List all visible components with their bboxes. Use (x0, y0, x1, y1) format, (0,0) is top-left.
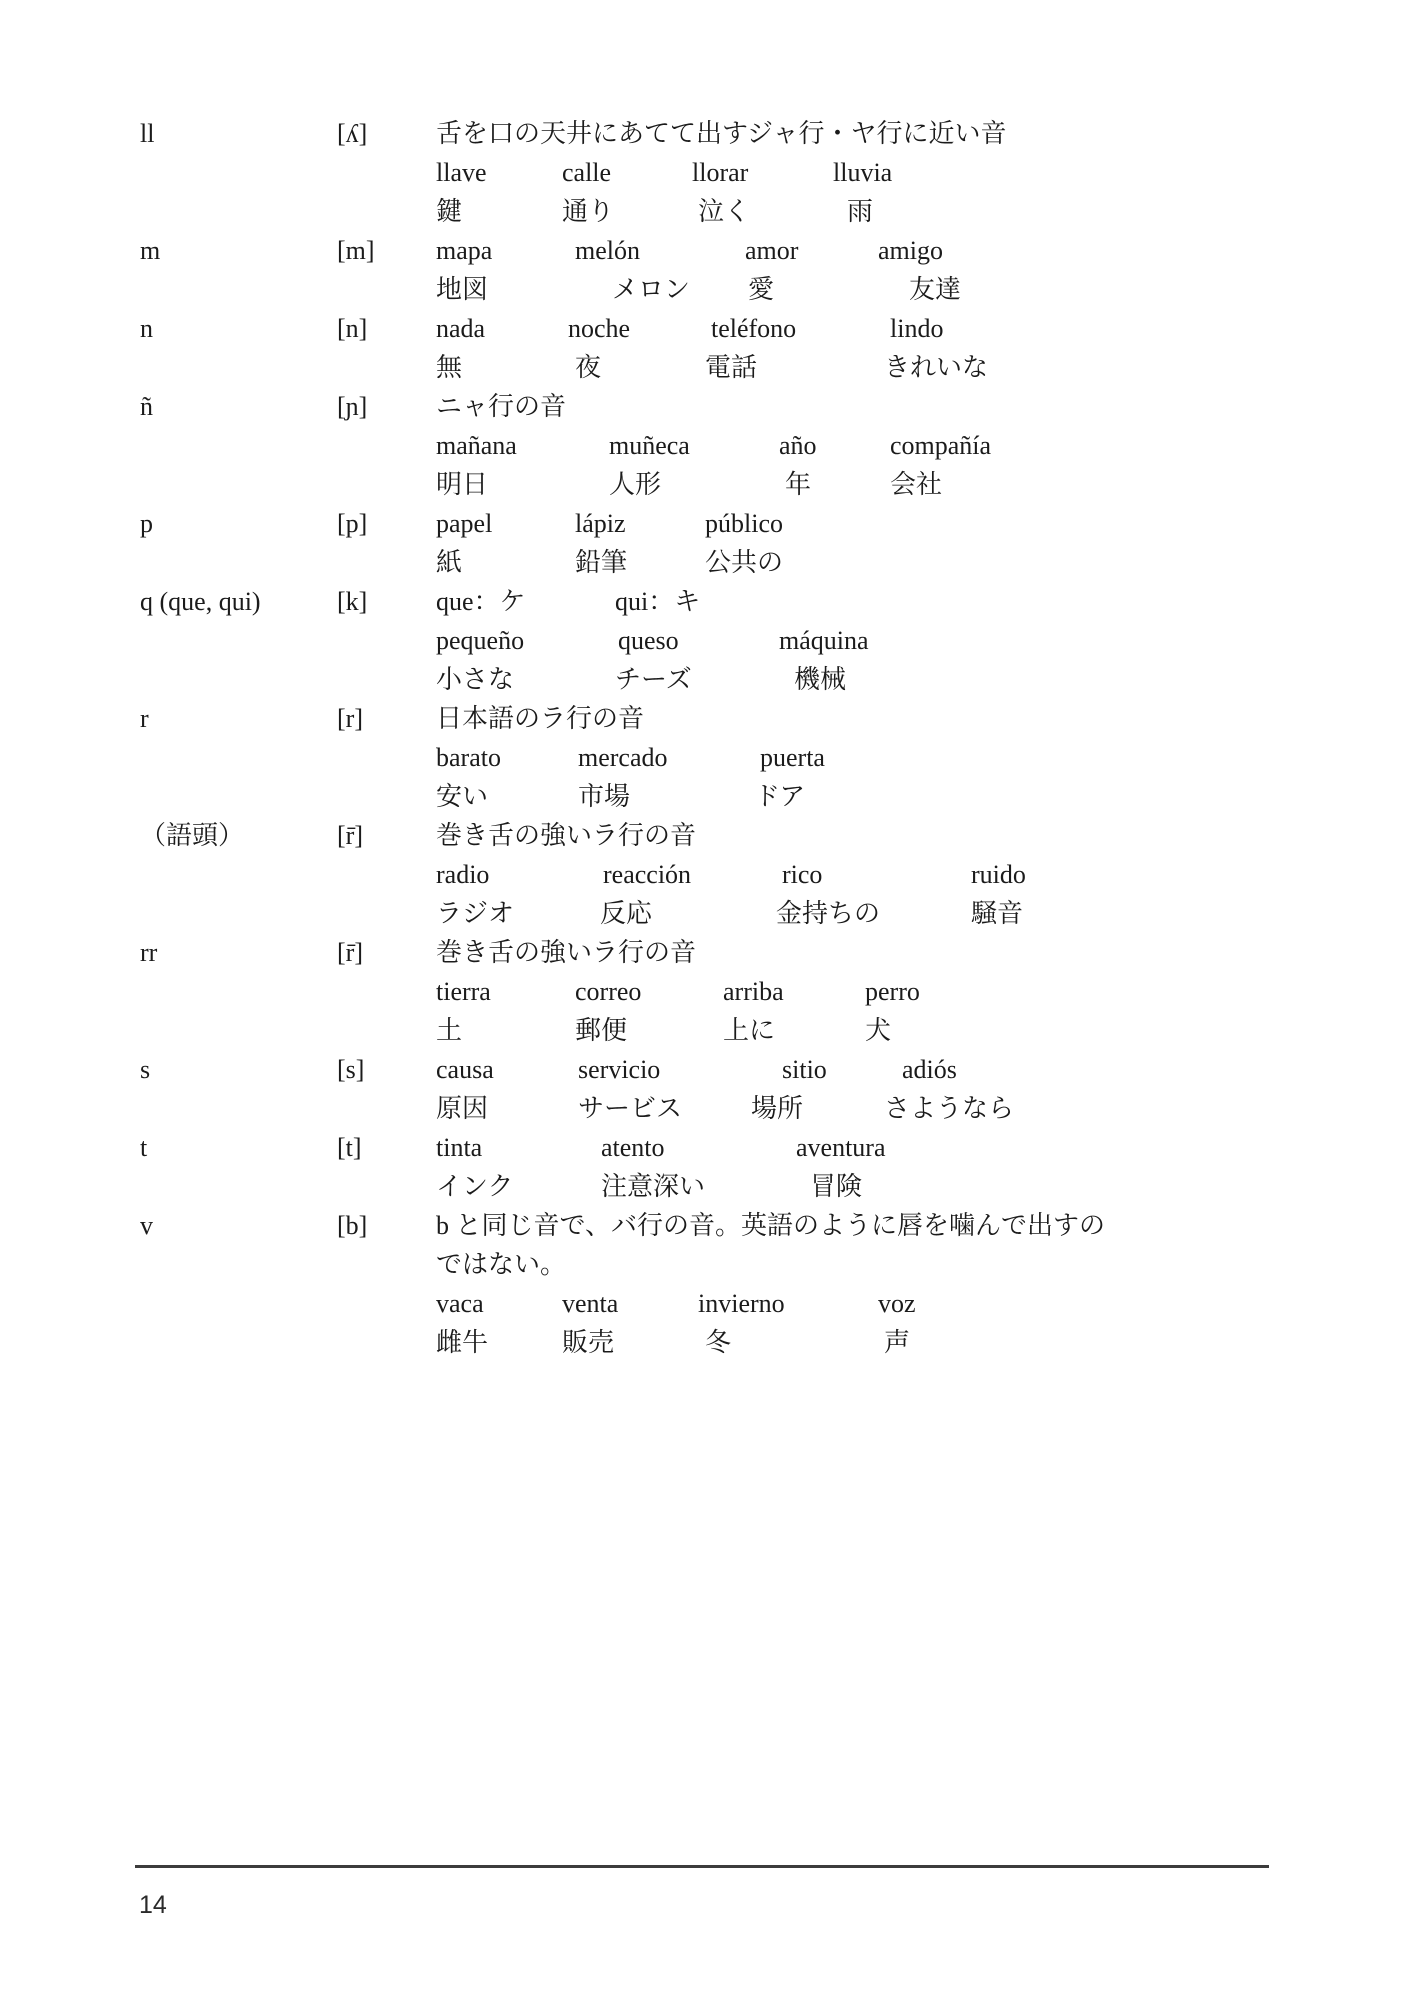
example-word: radio (436, 860, 490, 889)
example-meanings-line (436, 192, 1290, 231)
entry (140, 114, 1290, 231)
example-word: lluvia (833, 158, 893, 187)
example-word: lindo (890, 314, 944, 343)
meaning-word: 郵便 (575, 1016, 628, 1045)
meaning-word: 上に (723, 1016, 776, 1045)
example-words-line (436, 231, 1290, 270)
meaning-word: 会社 (890, 470, 943, 499)
entry-letter: ll (140, 119, 155, 148)
meaning-word: ラジオ (436, 899, 515, 928)
example-word: venta (562, 1289, 619, 1318)
meaning-word: 雌牛 (436, 1328, 489, 1357)
entry-ipa-symbol: [r] (337, 704, 363, 733)
example-word: servicio (578, 1055, 661, 1084)
example-word: correo (575, 977, 642, 1006)
example-word: queso (618, 626, 679, 655)
description-line (436, 933, 1290, 972)
entry-content (436, 1206, 1290, 1362)
example-word: perro (865, 977, 920, 1006)
meaning-word: 年 (785, 470, 812, 499)
entry-ipa-symbol: [k] (337, 587, 368, 616)
meaning-word: 電話 (705, 353, 758, 382)
example-word: tinta (436, 1133, 483, 1162)
meaning-word: 反応 (600, 899, 653, 928)
meaning-word: 地図 (436, 275, 489, 304)
entry-letter: q (que, qui) (140, 587, 261, 616)
example-word: melón (575, 236, 640, 265)
example-words-line (436, 621, 1290, 660)
meaning-word: 原因 (436, 1094, 489, 1123)
example-word: amor (745, 236, 799, 265)
description-text: ではない。 (436, 1250, 567, 1279)
meaning-word: 人形 (609, 470, 662, 499)
example-word: muñeca (609, 431, 690, 460)
entry-content (436, 582, 1290, 699)
meaning-word: 通り (562, 197, 615, 226)
entry-ipa-symbol: [s] (337, 1055, 365, 1084)
entry-letter: ñ (140, 392, 153, 421)
meaning-word: インク (436, 1172, 514, 1201)
meaning-word: 明日 (436, 470, 489, 499)
entry (140, 231, 1290, 309)
example-word: sitio (782, 1055, 827, 1084)
example-meanings-line (436, 1167, 1290, 1206)
example-meanings-line (436, 777, 1290, 816)
example-meanings-line (436, 1089, 1290, 1128)
example-word: puerta (760, 743, 825, 772)
entry-content (436, 387, 1290, 504)
meaning-word: 鍵 (436, 197, 463, 226)
example-words-line (436, 1050, 1290, 1089)
entry (140, 816, 1290, 933)
example-line (436, 582, 1290, 621)
description-line (436, 1245, 1290, 1284)
entry (140, 699, 1290, 816)
entry-letter: rr (140, 938, 158, 967)
meaning-word: 販売 (562, 1328, 615, 1357)
example-words-line (436, 855, 1290, 894)
example-meanings-line (436, 270, 1290, 309)
meaning-word: 愛 (748, 275, 775, 304)
meaning-word: 冒険 (810, 1172, 863, 1201)
entry (140, 1050, 1290, 1128)
entry-ipa-symbol: [p] (337, 509, 368, 538)
meaning-word: 安い (436, 782, 489, 811)
example-meanings-line (436, 465, 1290, 504)
example-meanings-line (436, 1011, 1290, 1050)
meaning-word: メロン (612, 275, 691, 304)
example-word: qui：キ (615, 587, 701, 616)
footer-rule (135, 1865, 1269, 1868)
meaning-word: きれいな (884, 353, 989, 382)
meaning-word: 紙 (436, 548, 463, 577)
example-word: pequeño (436, 626, 525, 655)
entry-ipa-symbol: [r̄] (337, 938, 363, 967)
description-text: b と同じ音で、バ行の音。英語のように唇を噛んで出すの (436, 1211, 1105, 1240)
meaning-word: 犬 (865, 1016, 892, 1045)
entry-ipa-symbol: [ɲ] (337, 392, 368, 421)
description-text: 巻き舌の強いラ行の音 (436, 821, 697, 850)
meaning-word: 土 (436, 1016, 463, 1045)
example-words-line (436, 738, 1290, 777)
description-text: 日本語のラ行の音 (436, 704, 645, 733)
entry-ipa-symbol: [t] (337, 1133, 362, 1162)
example-word: máquina (779, 626, 869, 655)
meaning-word: 泣く (698, 197, 751, 226)
example-words-line (436, 309, 1290, 348)
entry (140, 309, 1290, 387)
meaning-word: 騒音 (971, 899, 1024, 928)
example-word: noche (568, 314, 631, 343)
entry-letter: p (140, 509, 153, 538)
example-word: voz (878, 1289, 916, 1318)
description-line (436, 387, 1290, 426)
meaning-word: 友達 (909, 275, 962, 304)
example-word: amigo (878, 236, 943, 265)
example-word: arriba (723, 977, 784, 1006)
entry-content (436, 114, 1290, 231)
example-meanings-line (436, 543, 1290, 582)
entry-ipa-symbol: [n] (337, 314, 368, 343)
example-word: calle (562, 158, 612, 187)
entry-letter: s (140, 1055, 151, 1084)
example-word: lápiz (575, 509, 626, 538)
example-meanings-line (436, 894, 1290, 933)
entry (140, 387, 1290, 504)
example-meanings-line (436, 348, 1290, 387)
entry-letter: t (140, 1133, 148, 1162)
example-word: mapa (436, 236, 493, 265)
example-word: reacción (603, 860, 692, 889)
example-word: atento (601, 1133, 665, 1162)
description-line (436, 699, 1290, 738)
example-meanings-line (436, 1323, 1290, 1362)
example-words-line (436, 504, 1290, 543)
entry (140, 933, 1290, 1050)
example-word: público (705, 509, 783, 538)
entry (140, 1128, 1290, 1206)
example-words-line (436, 153, 1290, 192)
example-word: papel (436, 509, 493, 538)
entry-letter: r (140, 704, 149, 733)
example-word: tierra (436, 977, 491, 1006)
example-word: mañana (436, 431, 517, 460)
description-line (436, 816, 1290, 855)
example-word: que：ケ (436, 587, 526, 616)
meaning-word: 雨 (847, 197, 874, 226)
meaning-word: 機械 (794, 665, 847, 694)
entry-letter: n (140, 314, 153, 343)
pronunciation-table (140, 114, 1290, 1362)
meaning-word: 市場 (578, 782, 631, 811)
entry-ipa-symbol: [ʎ] (337, 119, 368, 148)
meaning-word: サービス (578, 1094, 683, 1123)
entry-content (436, 309, 1290, 387)
example-words-line (436, 426, 1290, 465)
example-word: causa (436, 1055, 494, 1084)
meaning-word: 小さな (436, 665, 515, 694)
example-word: aventura (796, 1133, 886, 1162)
example-words-line (436, 1128, 1290, 1167)
example-word: llave (436, 158, 487, 187)
entry-content (436, 816, 1290, 933)
meaning-word: 注意深い (601, 1172, 706, 1201)
meaning-word: 夜 (575, 353, 602, 382)
example-word: vaca (436, 1289, 484, 1318)
example-word: invierno (698, 1289, 785, 1318)
entry-letter: v (140, 1211, 153, 1240)
meaning-word: 無 (436, 353, 463, 382)
description-text: ニャ行の音 (436, 392, 567, 421)
description-line (436, 114, 1290, 153)
example-word: compañía (890, 431, 992, 460)
description-line (436, 1206, 1290, 1245)
meaning-word: 場所 (751, 1094, 804, 1123)
entry-ipa-symbol: [r̄] (337, 821, 363, 850)
example-word: rico (782, 860, 823, 889)
meaning-word: 公共の (705, 548, 784, 577)
entry-content (436, 1128, 1290, 1206)
meaning-word: 冬 (705, 1328, 732, 1357)
entry (140, 582, 1290, 699)
entry (140, 1206, 1290, 1362)
example-word: ruido (971, 860, 1026, 889)
example-word: adiós (902, 1055, 957, 1084)
entry-letter: （語頭） (140, 821, 245, 850)
example-words-line (436, 972, 1290, 1011)
description-text: 舌を口の天井にあてて出すジャ行・ヤ行に近い音 (436, 119, 1007, 148)
meaning-word: 声 (884, 1328, 911, 1357)
entry-content (436, 699, 1290, 816)
example-word: llorar (692, 158, 749, 187)
entry-content (436, 504, 1290, 582)
example-words-line (436, 1284, 1290, 1323)
example-word: barato (436, 743, 501, 772)
entry-letter: m (140, 236, 161, 265)
example-word: año (779, 431, 817, 460)
example-word: mercado (578, 743, 668, 772)
example-word: teléfono (711, 314, 797, 343)
meaning-word: 金持ちの (776, 899, 881, 928)
entry-content (436, 933, 1290, 1050)
example-word: nada (436, 314, 486, 343)
entry-content (436, 1050, 1290, 1128)
entry (140, 504, 1290, 582)
entry-ipa-symbol: [m] (337, 236, 375, 265)
example-meanings-line (436, 660, 1290, 699)
meaning-word: チーズ (615, 665, 692, 694)
meaning-word: ドア (754, 782, 806, 811)
entry-content (436, 231, 1290, 309)
meaning-word: さようなら (884, 1094, 1015, 1123)
description-text: 巻き舌の強いラ行の音 (436, 938, 697, 967)
page-number: 14 (139, 1891, 167, 1919)
entry-ipa-symbol: [b] (337, 1211, 368, 1240)
meaning-word: 鉛筆 (575, 548, 628, 577)
